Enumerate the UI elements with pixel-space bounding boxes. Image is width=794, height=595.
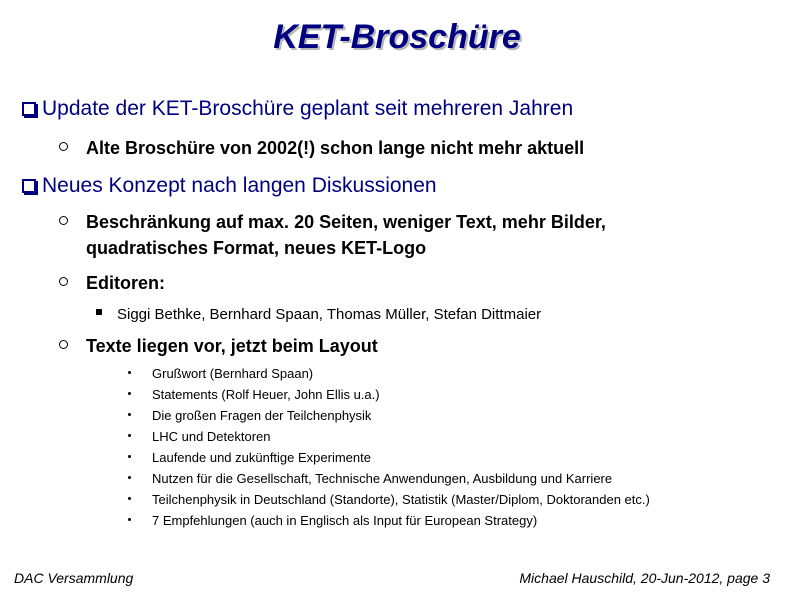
bullet-update-text: Update der KET-Broschüre geplant seit mehreren Jahren xyxy=(42,97,574,120)
dot-bullet-icon xyxy=(128,434,131,437)
sub-bullet-editors-text: Editoren: xyxy=(86,273,165,293)
sub-bullet-limits-line1: Beschränkung auf max. 20 Seiten, weniger Text, mehr Bilder, xyxy=(86,212,606,232)
checkbox-bullet-icon xyxy=(22,102,36,116)
sub-bullet-editors xyxy=(86,273,165,294)
bullet-concept xyxy=(22,174,437,198)
dot-bullet-icon xyxy=(128,497,131,500)
bullet-update xyxy=(22,97,573,121)
chapter-text: Nutzen für die Gesellschaft, Technische Anwendungen, Ausbildung und Karriere xyxy=(152,471,613,486)
circle-bullet-icon xyxy=(59,142,68,151)
square-bullet-icon xyxy=(96,309,102,315)
footer-event: DAC Versammlung xyxy=(14,570,134,586)
chapter-text: LHC und Detektoren xyxy=(152,429,271,444)
circle-bullet-icon xyxy=(59,277,68,286)
sub-bullet-texts xyxy=(86,336,378,357)
chapter-text: 7 Empfehlungen (auch in Englisch als Input für European Strategy) xyxy=(152,513,538,528)
bullet-concept-text: Neues Konzept nach langen Diskussionen xyxy=(42,174,437,197)
dot-bullet-icon xyxy=(128,371,131,374)
sub-bullet-limits xyxy=(86,212,606,233)
chapter-text: Laufende und zukünftige Experimente xyxy=(152,450,371,465)
chapter-text: Teilchenphysik in Deutschland (Standorte), Statistik (Master/Diplom, Doktoranden etc.) xyxy=(152,492,650,507)
footer-author-date-page: Michael Hauschild, 20-Jun-2012, page 3 xyxy=(519,570,770,586)
sub-bullet-old-brochure-text: Alte Broschüre von 2002(!) schon lange nicht mehr aktuell xyxy=(86,138,585,158)
dot-bullet-icon xyxy=(128,455,131,458)
chapter-text: Die großen Fragen der Teilchenphysik xyxy=(152,408,372,423)
dot-bullet-icon xyxy=(128,476,131,479)
chapter-text: Grußwort (Bernhard Spaan) xyxy=(152,366,314,381)
sub-bullet-limits-cont xyxy=(86,238,426,259)
slide-title: KET-Broschüre xyxy=(273,18,521,56)
editors-names: Siggi Bethke, Bernhard Spaan, Thomas Müller, Stefan Dittmaier xyxy=(117,306,542,323)
circle-bullet-icon xyxy=(59,216,68,225)
dot-bullet-icon xyxy=(128,413,131,416)
dot-bullet-icon xyxy=(128,518,131,521)
checkbox-bullet-icon xyxy=(22,179,36,193)
sub-bullet-texts-text: Texte liegen vor, jetzt beim Layout xyxy=(86,336,378,356)
dot-bullet-icon xyxy=(128,392,131,395)
sub-bullet-limits-line2: quadratisches Format, neues KET-Logo xyxy=(86,238,427,258)
chapter-text: Statements (Rolf Heuer, John Ellis u.a.) xyxy=(152,387,380,402)
sub-bullet-old-brochure xyxy=(86,138,584,159)
circle-bullet-icon xyxy=(59,340,68,349)
editors-list xyxy=(117,306,541,323)
